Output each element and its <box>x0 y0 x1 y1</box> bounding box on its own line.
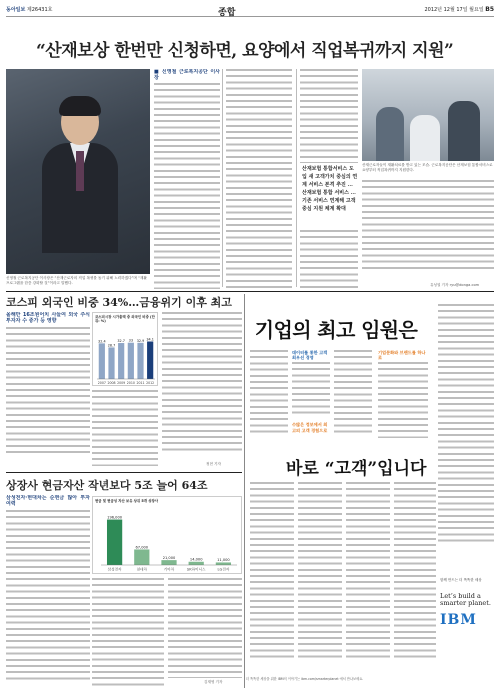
article2-headline[interactable]: 코스피 외국인 비중 34%…금융위기 이후 최고 <box>6 296 232 309</box>
chart2-category-label: SK하이닉스 <box>186 567 206 572</box>
masthead-right <box>424 6 494 13</box>
article1-byline: 유성열 기자 ryu@donga.com <box>430 283 480 287</box>
chart2-category-label: 기아차 <box>163 567 175 572</box>
article2-body-col1 <box>6 312 90 462</box>
chart2-value-label: 11,000 <box>217 558 230 563</box>
chart1-category-label: 2011 <box>136 381 145 385</box>
article1-body-col4 <box>362 180 494 278</box>
article3-byline: 김재영 기자 <box>204 680 223 684</box>
interview-photo <box>6 69 150 274</box>
chart1-title: 코스피시장 시가총액 중 외국인 비중 (단위: %) <box>95 315 155 324</box>
rehab-photo <box>362 69 494 161</box>
issue-number: 제26431호 <box>26 7 53 13</box>
ad-label-4: 함께 만드는 더 똑똑한 세상 <box>440 578 482 582</box>
chart1-bar <box>99 343 105 379</box>
masthead-left <box>6 6 53 13</box>
chart1-category-label: 2008 <box>107 381 116 385</box>
article1-body-col2 <box>226 69 292 289</box>
ad-text-col1 <box>250 350 288 440</box>
smarter-planet-tagline: Let’s build a smarter planet. <box>440 591 491 607</box>
ad-label-1: 데이터를 통한 고객 최우선 경영 <box>292 350 328 361</box>
chart1-value-label: 33 <box>128 338 133 343</box>
ad-text-col4 <box>378 350 428 438</box>
ibm-advertisement[interactable] <box>246 296 494 688</box>
article3-body-col2 <box>92 578 164 686</box>
ad-headline-2: 바로 “고객”입니다 <box>286 459 427 479</box>
ibm-logo[interactable]: IBM <box>440 611 477 628</box>
chart2-bar <box>216 562 231 565</box>
article3-headline[interactable]: 상장사 현금자산 작년보다 5조 늘어 64조 <box>6 479 208 492</box>
article3-body-col3 <box>168 578 242 678</box>
ad-text-col3 <box>334 350 372 440</box>
ad-text-col6 <box>298 482 342 662</box>
chart1-value-label: 32.4 <box>98 339 106 344</box>
chart2-category-label: 현대차 <box>136 567 148 572</box>
article1-body-col3 <box>300 69 358 163</box>
article3-body-col1 <box>6 495 90 685</box>
interviewee-label: ■ 신영철 근로복지공단 이사장 <box>154 69 220 82</box>
article1-body-col1 <box>154 69 220 289</box>
chart1-bar <box>128 343 134 379</box>
cash-assets-chart <box>92 496 242 574</box>
chart2-bar <box>107 520 122 565</box>
chart1-value-label: 32.9 <box>136 338 145 343</box>
ad-text-right <box>438 304 494 544</box>
ad-label-3: 수많은 정보에서 최고의 고객 경험으로 <box>292 422 328 433</box>
issue-date: 2012년 12월 17일 월요일 <box>424 7 484 13</box>
chart2-bar <box>134 549 149 565</box>
article3-subhead: 삼성전자·현대차는 순현금 많아 투자 여력 <box>6 495 90 507</box>
interviewee-figure <box>42 99 118 249</box>
ad-text-col8 <box>394 482 436 662</box>
chart2-title: 현금 및 현금성 자산 보유 상위 5개 상장사 <box>95 499 159 503</box>
chart1-bar <box>137 343 143 379</box>
section-name: 종합 <box>218 8 236 18</box>
chart2-category-label: 삼성전자 <box>107 567 122 572</box>
chart2-category-label: LG전자 <box>217 567 230 572</box>
chart1-category-label: 2010 <box>126 381 135 385</box>
article2-subhead: 올해만 16조원어치 사들여 외국 주식 투자자 수 증가 등 영향 <box>6 312 90 324</box>
chart2-value-label: 14,000 <box>189 557 203 562</box>
article2-byline: 정현 기자 <box>206 462 222 466</box>
article2-body-col2 <box>92 390 158 466</box>
rehab-photo-caption: 산재근로자들이 재활치료를 받고 있는 모습. 근로복지공단은 산재보험 통합서비스로 요양부터 직업복귀까지 지원한다. <box>362 163 493 172</box>
ad-headline-1: 기업의 최고 임원은 <box>254 318 418 342</box>
article1-body-col3b <box>300 230 358 288</box>
ad-label-2: 기업문화와 브랜드를 하나로 <box>378 350 426 361</box>
chart1-bar <box>147 341 153 379</box>
chart1-value-label: 34.1 <box>146 337 154 342</box>
chart2-svg <box>93 497 241 575</box>
chart1-value-label: 32.7 <box>117 339 125 344</box>
ad-text-col7 <box>346 482 390 662</box>
chart2-value-label: 21,000 <box>162 555 176 560</box>
chart2-bar <box>189 562 204 565</box>
ad-text-col2 <box>292 350 330 433</box>
article1-headline[interactable]: “산재보상 한번만 신청하면, 요양에서 직업복귀까지 지원” <box>36 41 454 61</box>
ad-footer[interactable]: 더 똑똑한 세상을 위한 IBM의 이야기는 ibm.com/smarterplanet 에서 만나보세요. <box>246 677 364 681</box>
ad-text-col5 <box>250 482 294 662</box>
chart1-category-label: 2009 <box>117 381 126 385</box>
page-number: B5 <box>485 6 494 13</box>
pull-quote: 산재보험 통합서비스 도입 새 고객가치 중심의 연계 서비스 본격 추진 ... 산재보험 통합 서비스 ... 기존 서비스 연계해 고객 중심 지원 체계 확대 <box>302 166 358 212</box>
chart2-value-label: 196,000 <box>107 515 123 520</box>
ibm-brand-block[interactable] <box>440 578 494 628</box>
chart1-category-label: 2007 <box>97 381 106 385</box>
chart1-category-label: 2012 <box>146 381 155 385</box>
paper-name: 동아일보 <box>6 7 26 13</box>
chart1-svg <box>93 313 157 387</box>
chart2-value-label: 67,000 <box>135 545 149 550</box>
masthead <box>6 5 494 17</box>
chart1-value-label: 28.7 <box>107 343 116 348</box>
chart1-bar <box>118 343 124 379</box>
photo-caption: 신영철 근로복지공단 이사장은 “산재근로자의 직업 복귀를 돕기 위해 노력하겠다”며 “재활 프로그램을 한층 강화할 것”이라고 말했다. <box>6 276 147 285</box>
article2-body-col3 <box>162 312 242 462</box>
chart1-bar <box>108 347 114 379</box>
foreign-ratio-chart <box>92 312 158 386</box>
chart2-bar <box>161 560 176 565</box>
